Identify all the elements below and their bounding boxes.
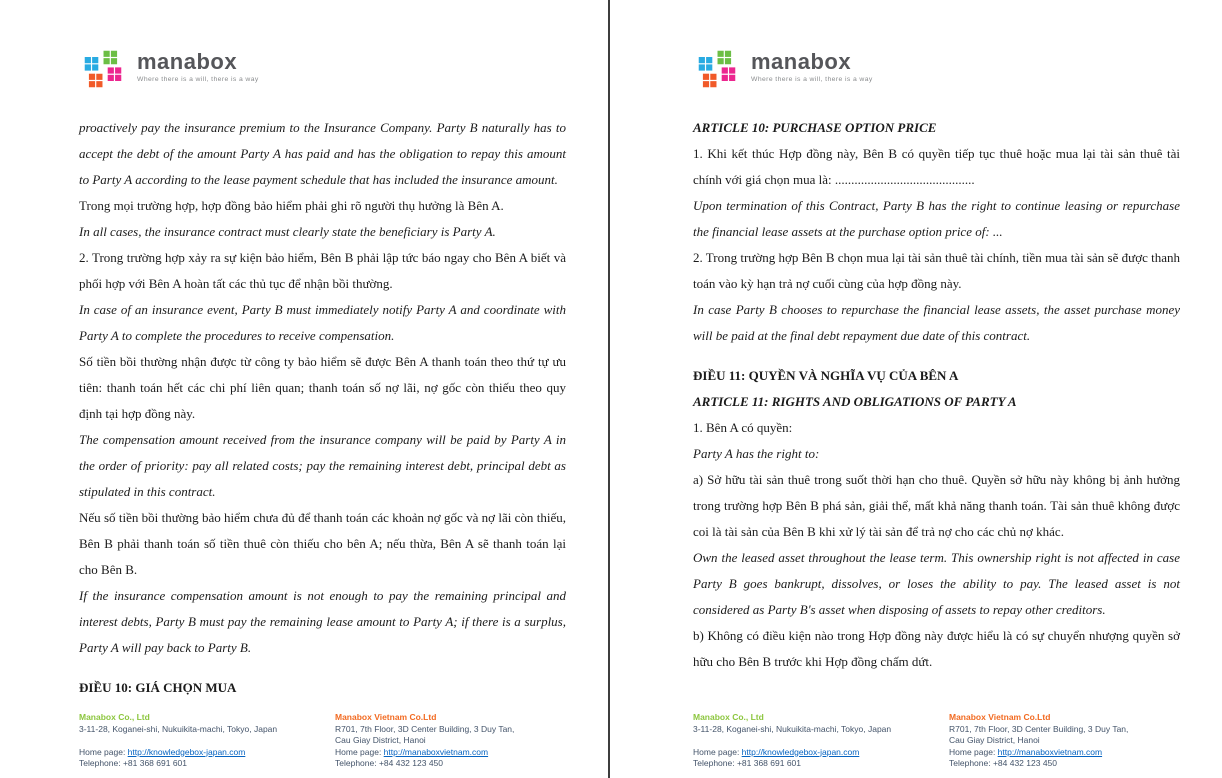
brand-name: manabox [137, 49, 238, 74]
homepage-link-vietnam[interactable]: http://manaboxvietnam.com [997, 746, 1103, 757]
homepage-link-japan[interactable]: http://knowledgebox-japan.com [741, 746, 860, 757]
footer-vietnam [335, 712, 565, 770]
homepage-line-vietnam: Home page: http://manaboxvietnam.com [335, 746, 489, 757]
telephone-japan: Telephone: +81 368 691 601 [79, 758, 188, 768]
homepage-line-vietnam: Home page: http://manaboxvietnam.com [949, 746, 1103, 757]
paragraph-heading: ĐIỀU 11: QUYỀN VÀ NGHĨA VỤ CỦA BÊN A [693, 368, 959, 383]
brand-tagline: Where there is a will, there is a way [751, 76, 873, 83]
paragraph-italic: Party A has the right to: [693, 446, 820, 461]
company-address-japan: 3-11-28, Koganei-shi, Nukuikita-machi, Tokyo, Japan [693, 723, 892, 734]
contract-page-right [614, 0, 1222, 778]
homepage-line-japan: Home page: http://knowledgebox-japan.com [79, 746, 246, 757]
homepage-link-vietnam[interactable]: http://manaboxvietnam.com [383, 746, 489, 757]
paragraph-italic: In all cases, the insurance contract must clearly state the beneficiary is Party A. [79, 224, 496, 239]
telephone-vietnam: Telephone: +84 432 123 450 [949, 758, 1058, 768]
manabox-logo [693, 45, 1180, 101]
manabox-logo [79, 45, 566, 101]
paragraph-normal: 2. Trong trường hợp xảy ra sự kiện bảo hiểm, Bên B phải lập tức báo ngay cho Bên A biết và phối hợp với Bên A hoàn tất các thủ tục để nhận bồi thường. [79, 250, 566, 291]
paragraph-normal: 1. Khi kết thúc Hợp đồng này, Bên B có quyền tiếp tục thuê hoặc mua lại tài sản thuê tài chính với giá chọn mua là: ........................................... [693, 146, 1180, 187]
company-address2-vietnam: Cau Giay District, Hanoi [335, 735, 426, 745]
page-footer [693, 712, 1203, 770]
page-footer [79, 712, 589, 770]
manabox-logo-icon [79, 45, 127, 93]
contract-page-left [0, 0, 608, 778]
paragraph-italic: proactively pay the insurance premium to the Insurance Company. Party B naturally has to accept the debt of the amount Party A has paid and has the obligation to repay this amount to Party A according to the lease payment schedule that has included the insurance amount. [79, 120, 566, 187]
company-address1-vietnam: R701, 7th Floor, 3D Center Building, 3 Duy Tan, [949, 723, 1129, 734]
footer-japan [693, 712, 949, 770]
manabox-logo-icon [693, 45, 741, 93]
brand-name: manabox [751, 49, 852, 74]
company-name-vietnam: Manabox Vietnam Co.Ltd [949, 712, 1051, 722]
paragraph-normal: 2. Trong trường hợp Bên B chọn mua lại tài sản thuê tài chính, tiền mua tài sản sẽ được thanh toán vào kỳ hạn trả nợ cuối cùng của hợp đồng này. [693, 250, 1180, 291]
footer-japan [79, 712, 335, 770]
company-name-vietnam: Manabox Vietnam Co.Ltd [335, 712, 437, 722]
paragraph-italic: In case of an insurance event, Party B must immediately notify Party A and coordinate with Party A to complete the procedures to receive compensation. [79, 302, 566, 343]
paragraph-normal: Trong mọi trường hợp, hợp đồng bảo hiểm phải ghi rõ người thụ hưởng là Bên A. [79, 198, 504, 213]
telephone-vietnam: Telephone: +84 432 123 450 [335, 758, 444, 768]
paragraph-italic: In case Party B chooses to repurchase the financial lease assets, the asset purchase money will be paid at the final debt repayment due date of this contract. [693, 302, 1180, 343]
telephone-japan: Telephone: +81 368 691 601 [693, 758, 802, 768]
paragraph-normal: a) Sở hữu tài sản thuê trong suốt thời hạn cho thuê. Quyền sở hữu này không bị ảnh hưởng trong trường hợp Bên B phá sản, giải thể, mất khả năng thanh toán. Tài sản thuê không được coi là tài sản của Bên B khi xử lý tài sản để trả nợ cho các chủ nợ khác. [693, 472, 1180, 539]
paragraph-normal: Nếu số tiền bồi thường bảo hiểm chưa đủ để thanh toán các khoản nợ gốc và nợ lãi còn thiếu, Bên B phải thanh toán số tiền thuê còn thiếu cho bên A; nếu thừa, Bên A sẽ thanh toán lại cho Bên B. [79, 510, 566, 577]
paragraph-italic: Own the leased asset throughout the lease term. This ownership right is not affected in case Party B goes bankrupt, dissolves, or loses the ability to pay. The leased asset is not considered as Party B's asset when disposing of assets to repay other creditors. [693, 550, 1180, 617]
company-name-japan: Manabox Co., Ltd [79, 712, 150, 722]
homepage-line-japan: Home page: http://knowledgebox-japan.com [693, 746, 860, 757]
paragraph-normal: Số tiền bồi thường nhận được từ công ty bảo hiểm sẽ được Bên A thanh toán theo thứ tự ưu tiên: thanh toán hết các chi phí liên quan; thanh toán số nợ lãi, nợ gốc còn thiếu theo quy định tại hợp đồng này. [79, 354, 566, 421]
page-divider [608, 0, 610, 778]
contract-text-left [79, 115, 566, 701]
paragraph-heading: ĐIỀU 10: GIÁ CHỌN MUA [79, 680, 237, 695]
company-name-japan: Manabox Co., Ltd [693, 712, 764, 722]
company-address1-vietnam: R701, 7th Floor, 3D Center Building, 3 Duy Tan, [335, 723, 515, 734]
paragraph-normal: 1. Bên A có quyền: [693, 420, 793, 435]
company-address-japan: 3-11-28, Koganei-shi, Nukuikita-machi, Tokyo, Japan [79, 723, 278, 734]
company-address2-vietnam: Cau Giay District, Hanoi [949, 735, 1040, 745]
contract-text-right [693, 115, 1180, 675]
paragraph-heading-italic: ARTICLE 10: PURCHASE OPTION PRICE [693, 120, 937, 135]
paragraph-italic: If the insurance compensation amount is not enough to pay the remaining principal and interest debts, Party B must pay the remaining lease amount to Party A; if there is a surplus, Party A will pay back to Party B. [79, 588, 566, 655]
paragraph-italic: The compensation amount received from the insurance company will be paid by Party A in the order of priority: pay all related costs; pay the remaining interest debt, principal debt as stipulated in this contract. [79, 432, 566, 499]
paragraph-italic: Upon termination of this Contract, Party B has the right to continue leasing or repurchase the financial lease assets at the purchase option price of: ... [693, 198, 1180, 239]
paragraph-heading-italic: ARTICLE 11: RIGHTS AND OBLIGATIONS OF PARTY A [693, 394, 1017, 409]
brand-tagline: Where there is a will, there is a way [137, 76, 259, 83]
footer-vietnam [949, 712, 1179, 770]
homepage-link-japan[interactable]: http://knowledgebox-japan.com [127, 746, 246, 757]
paragraph-normal: b) Không có điều kiện nào trong Hợp đồng này được hiểu là có sự chuyển nhượng quyền sở hữu cho Bên B trước khi Hợp đồng chấm dứt. [693, 628, 1180, 669]
